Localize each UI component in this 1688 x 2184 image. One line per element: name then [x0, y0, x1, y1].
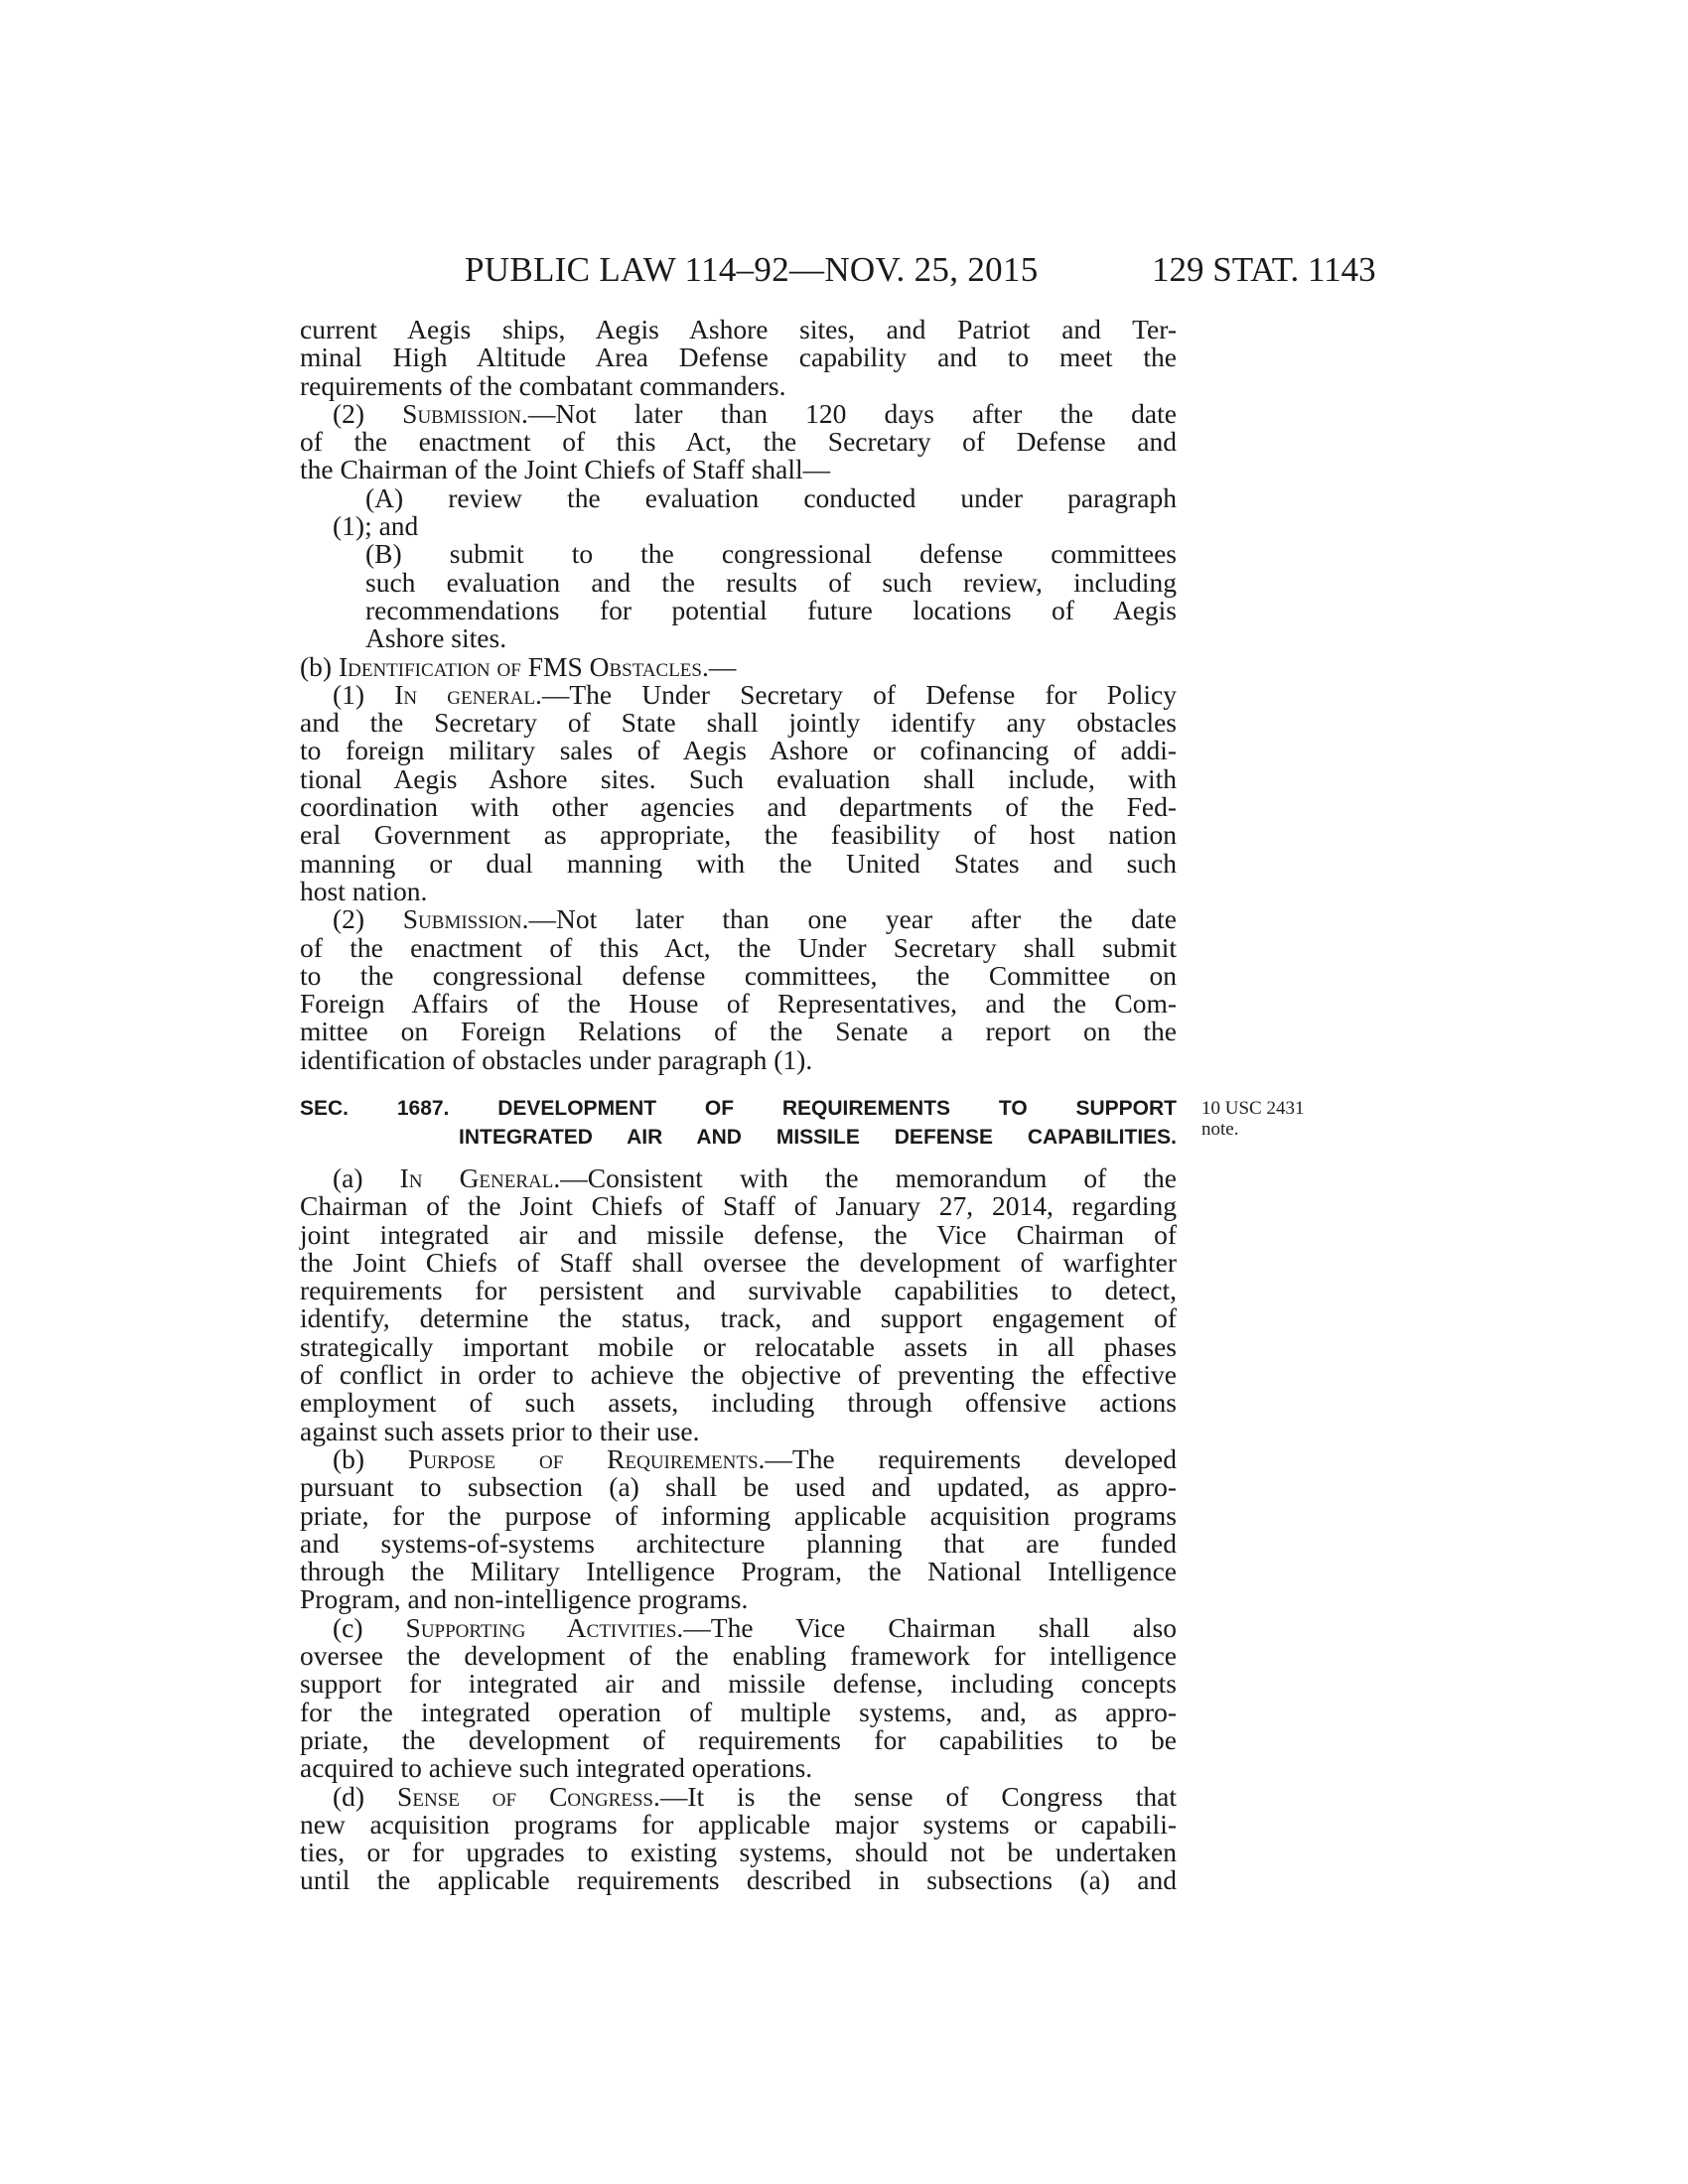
text-line: pursuant to subsection (a) shall be used and updated, as appro- [300, 1471, 1177, 1503]
text-line: requirements for persistent and survivable capabilities to detect, [300, 1275, 1177, 1306]
text-line: eral Government as appropriate, the feasibility of host nation [300, 819, 1177, 851]
text-line: Chairman of the Joint Chiefs of Staff of January 27, 2014, regarding [300, 1190, 1177, 1222]
text-line: employment of such assets, including through offensive actions [300, 1387, 1177, 1419]
text-line: Program, and non-intelligence programs. [300, 1583, 749, 1615]
text-line: support for integrated air and missile defense, including concepts [300, 1668, 1177, 1700]
text-line: manning or dual manning with the United States and such [300, 847, 1177, 879]
text-line: identification of obstacles under paragraph (1). [300, 1043, 813, 1075]
text-line: of the enactment of this Act, the Under Secretary shall submit [300, 931, 1177, 963]
margin-note [1201, 1098, 1304, 1140]
body-text-part1 [300, 316, 1177, 1074]
text-line: current Aegis ships, Aegis Ashore sites, and Patriot and Ter- [300, 314, 1177, 344]
text-line: Ashore sites. [365, 622, 507, 654]
text-line: minal High Altitude Area Defense capability and to meet the [300, 341, 1177, 373]
text-line: (1); and [333, 510, 419, 542]
subsection-b-heading: (b) Identification of FMS Obstacles.— [300, 650, 737, 682]
text-line: ties, or for upgrades to existing systems, should not be undertaken [300, 1837, 1177, 1868]
margin-note-citation: 10 USC 2431 [1201, 1098, 1305, 1119]
subparagraph-b: (B) submit to the congressional defense committees [365, 538, 1177, 570]
text-line: recommendations for potential future locations of Aegis [365, 594, 1177, 625]
subsection-a: (a) In General.—Consistent with the memorandum of the [333, 1162, 1178, 1193]
text-line: to foreign military sales of Aegis Ashore or cofinancing of addi- [300, 735, 1177, 766]
section-heading [300, 1094, 1177, 1152]
text-line: for the integrated operation of multiple systems, and, as appro- [300, 1696, 1177, 1727]
margin-note-label: note. [1201, 1119, 1239, 1140]
text-line: of conflict in order to achieve the objective of preventing the effective [300, 1359, 1177, 1391]
text-line: tional Aegis Ashore sites. Such evaluation shall include, with [300, 762, 1177, 794]
text-line: Foreign Affairs of the House of Representatives, and the Com- [300, 988, 1177, 1020]
text-line: through the Military Intelligence Program, the National Intelligence [300, 1556, 1177, 1587]
text-line: joint integrated air and missile defense, the Vice Chairman of [300, 1218, 1177, 1250]
text-line: host nation. [300, 875, 428, 906]
text-line: of the enactment of this Act, the Secretary of Defense and [300, 426, 1177, 458]
text-line: mittee on Foreign Relations of the Senate a report on the [300, 1016, 1177, 1047]
text-line: the Chairman of the Joint Chiefs of Staff shall— [300, 454, 831, 485]
text-line: coordination with other agencies and departments of the Fed- [300, 791, 1177, 823]
paragraph-2-submission-report: (2) Submission.—Not later than one year after the date [333, 903, 1177, 935]
text-line: priate, for the purpose of informing applicable acquisition programs [300, 1499, 1177, 1531]
text-line: requirements of the combatant commanders. [300, 369, 786, 401]
text-line: strategically important mobile or relocatable assets in all phases [300, 1330, 1177, 1362]
text-line: acquired to achieve such integrated operations. [300, 1752, 813, 1784]
text-line: and the Secretary of State shall jointly identify any obstacles [300, 707, 1177, 739]
body-text-part2 [300, 1164, 1177, 1895]
section-heading-line2: INTEGRATED AIR AND MISSILE DEFENSE CAPABILITIES. [459, 1126, 1177, 1149]
text-line: the Joint Chiefs of Staff shall oversee the development of warfighter [300, 1246, 1177, 1278]
text-line: such evaluation and the results of such review, including [365, 566, 1177, 598]
text-line: and systems-of-systems architecture planning that are funded [300, 1527, 1177, 1559]
text-line: new acquisition programs for applicable major systems or capabili- [300, 1808, 1177, 1840]
text-line: priate, the development of requirements for capabilities to be [300, 1723, 1177, 1755]
paragraph-2-submission: (2) Submission.—Not later than 120 days after the date [333, 397, 1177, 429]
section-heading-line1: SEC. 1687. DEVELOPMENT OF REQUIREMENTS TO SUPPORT [300, 1097, 1177, 1120]
text-line: until the applicable requirements described in subsections (a) and [300, 1864, 1177, 1896]
running-header-law: PUBLIC LAW 114–92—NOV. 25, 2015 [465, 250, 1039, 289]
subsection-c: (c) Supporting Activities.—The Vice Chairman shall also [333, 1611, 1177, 1643]
subsection-b: (b) Purpose of Requirements.—The requirements developed [333, 1442, 1177, 1474]
paragraph-1-in-general: (1) In general.—The Under Secretary of Defense for Policy [333, 678, 1177, 710]
subsection-d: (d) Sense of Congress.—It is the sense of Congress that [333, 1780, 1177, 1812]
text-line: against such assets prior to their use. [300, 1415, 700, 1446]
running-header-stat: 129 STAT. 1143 [1152, 250, 1376, 289]
text-line: identify, determine the status, track, and support engagement of [300, 1302, 1177, 1334]
subparagraph-a: (A) review the evaluation conducted under paragraph [365, 481, 1177, 513]
text-line: oversee the development of the enabling framework for intelligence [300, 1640, 1177, 1672]
text-line: to the congressional defense committees, the Committee on [300, 959, 1177, 991]
